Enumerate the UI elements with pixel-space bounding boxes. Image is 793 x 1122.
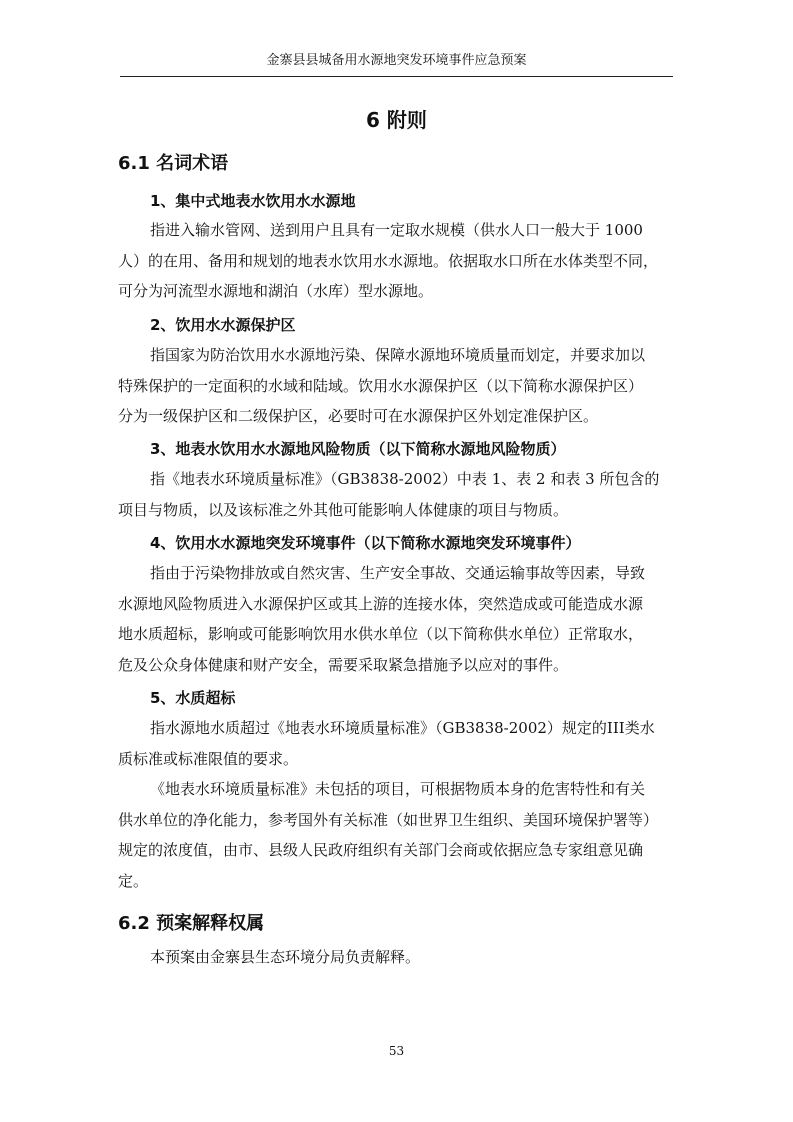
paragraph-line: 规定的浓度值，由市、县级人民政府组织有关部门会商或依据应急专家组意见确 <box>118 841 644 859</box>
term-paragraph-2 <box>118 340 674 432</box>
paragraph-line: 水源地风险物质进入水源保护区或其上游的连接水体，突然造成或可能造成水源 <box>118 594 644 613</box>
section-heading-interpretation: 6.2 预案解释权属 <box>118 913 265 934</box>
term-heading-5: 5、水质超标 <box>150 689 236 707</box>
paragraph-line: 分为一级保护区和二级保护区，必要时可在水源保护区外划定准保护区。 <box>118 407 599 425</box>
term-heading-3: 3、地表水饮用水水源地风险物质（以下简称水源地风险物质） <box>150 440 566 458</box>
section-heading-terms: 6.1 名词术语 <box>118 153 229 174</box>
term-heading-2: 2、饮用水水源保护区 <box>150 316 296 334</box>
interpretation-paragraph <box>118 942 674 973</box>
header-title: 金寨县县城备用水源地突发环境事件应急预案 <box>266 53 527 68</box>
paragraph-line: 《地表水环境质量标准》未包括的项目，可根据物质本身的危害特性和有关 <box>150 780 646 798</box>
term-paragraph-4 <box>118 558 674 680</box>
chapter-title: 6 附则 <box>366 108 427 132</box>
paragraph-line: 指《地表水环境质量标准》（GB3838-2002）中表 1、表 2 和表 3 所包含的 <box>150 470 660 488</box>
paragraph-line: 地水质超标，影响或可能影响饮用水供水单位（以下简称供水单位）正常取水， <box>118 625 644 643</box>
paragraph-line: 可分为河流型水源地和湖泊（水库）型水源地。 <box>118 282 434 300</box>
paragraph-line: 本预案由金寨县生态环境分局负责解释。 <box>150 948 421 966</box>
term-heading-1: 1、集中式地表水饮用水水源地 <box>150 192 356 210</box>
page-number: 53 <box>388 1044 405 1058</box>
paragraph-line: 定。 <box>118 871 149 890</box>
term-heading-4: 4、饮用水水源地突发环境事件（以下简称水源地突发环境事件） <box>150 534 581 552</box>
paragraph-line: 危及公众身体健康和财产安全，需要采取紧急措施予以应对的事件。 <box>118 655 569 674</box>
paragraph-line: 指进入输水管网、送到用户且具有一定取水规模（供水人口一般大于 1000 <box>150 221 643 239</box>
paragraph-line: 人）的在用、备用和规划的地表水饮用水水源地。依据取水口所在水体类型不同， <box>118 251 659 270</box>
paragraph-line: 指水源地水质超过《地表水环境质量标准》（GB3838-2002）规定的III类水 <box>150 719 655 737</box>
term-paragraph-1 <box>118 215 674 307</box>
running-header <box>120 52 673 77</box>
paragraph-line: 项目与物质，以及该标准之外其他可能影响人体健康的项目与物质。 <box>118 500 569 519</box>
paragraph-line: 质标准或标准限值的要求。 <box>118 749 299 768</box>
paragraph-line: 指由于污染物排放或自然灾害、生产安全事故、交通运输事故等因素，导致 <box>150 564 646 582</box>
paragraph-line: 特殊保护的一定面积的水域和陆域。饮用水水源保护区（以下简称水源保护区） <box>118 376 644 395</box>
paragraph-line: 供水单位的净化能力，参考国外有关标准（如世界卫生组织、美国环境保护署等） <box>118 810 659 829</box>
term-paragraph-3 <box>118 464 674 525</box>
paragraph-line: 指国家为防治饮用水水源地污染、保障水源地环境质量而划定，并要求加以 <box>150 346 646 364</box>
term-paragraph-5 <box>118 713 674 896</box>
